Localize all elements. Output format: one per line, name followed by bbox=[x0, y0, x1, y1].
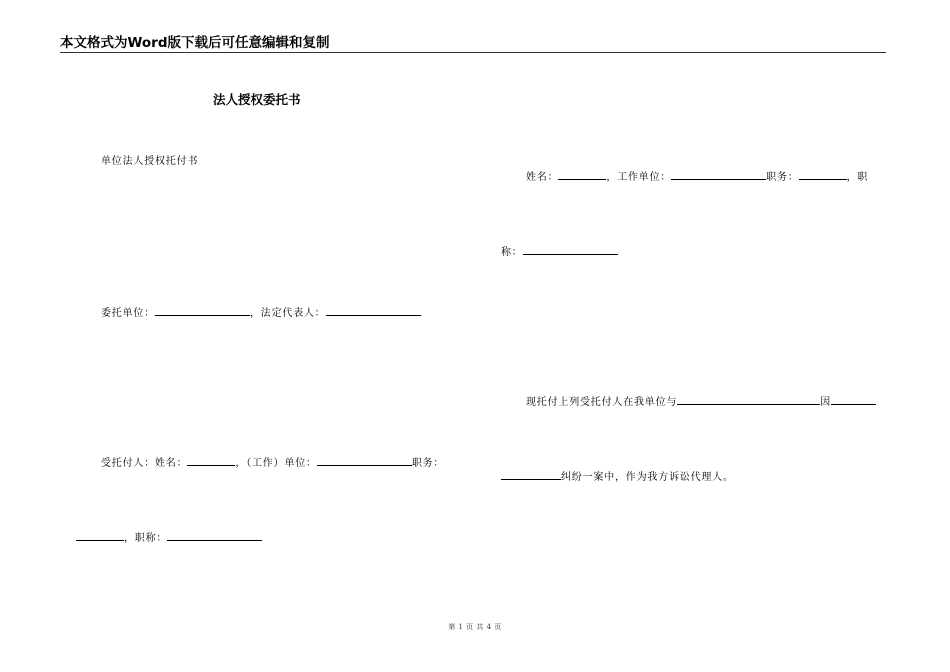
trustee-unit-label: ，（工作）单位： bbox=[235, 458, 317, 469]
cause-label: 因 bbox=[820, 397, 832, 408]
dispute-clause-text: 纠纷一案中，作为我方诉讼代理人。 bbox=[561, 472, 734, 483]
entrusting-unit-line bbox=[101, 304, 421, 321]
dispute-type-blank[interactable] bbox=[501, 468, 561, 480]
page-header bbox=[60, 34, 886, 53]
legal-representative-label: ，法定代表人： bbox=[250, 308, 326, 319]
second-trustee-unit-label: ，工作单位： bbox=[606, 172, 672, 183]
page-footer: 第 1 页 共 4 页 bbox=[448, 623, 502, 631]
entrustment-clause-line bbox=[526, 393, 876, 410]
trustee-title-label: ，职称： bbox=[124, 533, 168, 544]
second-trustee-name-blank[interactable] bbox=[558, 168, 606, 180]
trustee-position-label: 职务： bbox=[411, 458, 445, 469]
second-trustee-name-label: 姓名： bbox=[526, 172, 559, 183]
dispute-clause-line bbox=[501, 468, 734, 485]
opposing-party-blank[interactable] bbox=[677, 393, 820, 405]
second-trustee-title-label: 称： bbox=[501, 247, 523, 258]
header-notice: 本文格式为Word版下载后可任意编辑和复制 bbox=[60, 35, 330, 51]
second-trustee-line bbox=[526, 168, 868, 185]
trustee-position-blank[interactable] bbox=[76, 529, 124, 541]
entrusting-unit-blank[interactable] bbox=[155, 304, 250, 316]
second-trustee-position-label: 职务： bbox=[766, 172, 799, 183]
second-trustee-title-prefix: ，职 bbox=[846, 172, 869, 183]
trustee-name-label: 受托付人：姓名： bbox=[101, 458, 188, 469]
second-trustee-title-blank[interactable] bbox=[523, 243, 618, 255]
trustee-title-blank[interactable] bbox=[167, 529, 262, 541]
legal-representative-blank[interactable] bbox=[326, 304, 421, 316]
document-subtitle: 单位法人授权托付书 bbox=[101, 156, 199, 167]
document-title: 法人授权委托书 bbox=[213, 92, 301, 107]
trustee-name-blank[interactable] bbox=[187, 454, 235, 466]
entrusting-unit-label: 委托单位： bbox=[101, 308, 155, 319]
trustee-unit-blank[interactable] bbox=[317, 454, 412, 466]
entrustment-clause-text: 现托付上列受托付人在我单位与 bbox=[526, 397, 678, 408]
trustee-title-line bbox=[76, 529, 262, 546]
cause-blank[interactable] bbox=[831, 393, 876, 405]
second-trustee-unit-blank[interactable] bbox=[671, 168, 766, 180]
second-trustee-position-blank[interactable] bbox=[799, 168, 847, 180]
second-trustee-title-line bbox=[501, 243, 618, 260]
trustee-line bbox=[101, 454, 444, 471]
